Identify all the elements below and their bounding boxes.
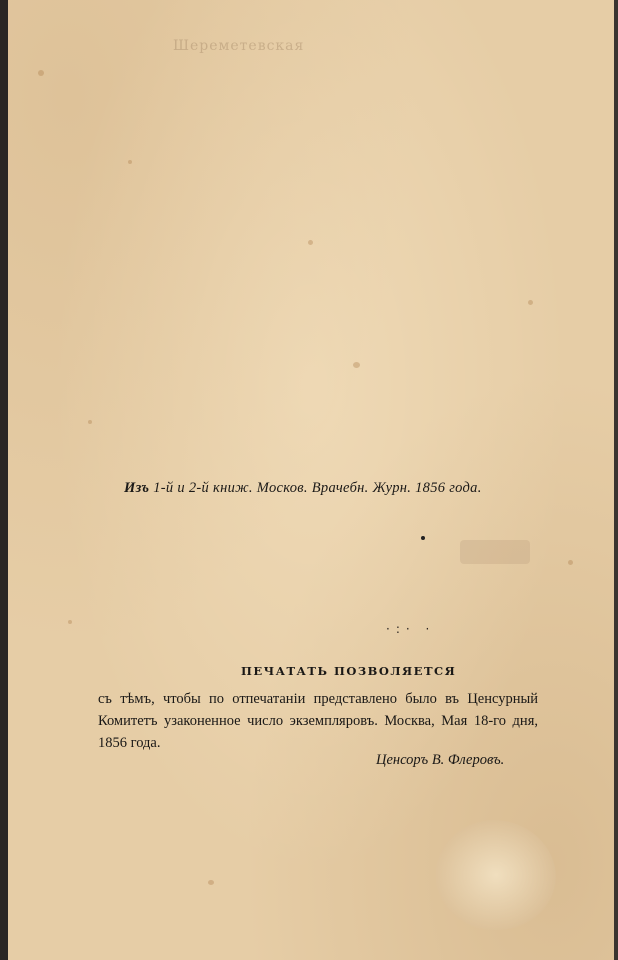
source-citation [124,480,564,497]
source-citation-lead: Изъ [124,480,150,496]
foxing-spot [38,70,44,76]
foxing-spot [88,420,92,424]
water-stain [436,820,556,930]
censor-heading: ПЕЧАТАТЬ ПОЗВОЛЯЕТСЯ [241,664,457,678]
source-citation-text: 1-й и 2-й книж. Москов. Врачебн. Журн. 1856 года. [149,480,482,496]
censor-signature: Ценсоръ В. Флеровъ. [376,752,505,768]
censor-permission-text: съ тѣмъ, чтобы по отпечатанiи представлено было въ Ценсурный Комитетъ узаконенное число экземпляровъ. Москва, Мая 18-го дня, 1856 года. [98,691,538,751]
foxing-spot [353,362,360,368]
foxing-spot [528,300,533,305]
foxing-spot [208,880,214,885]
ink-specks: ·:· · [386,622,436,636]
page-edge-shadow [614,0,618,960]
bleedthrough-blot [460,540,530,564]
faint-bleedthrough-header: Шереметевская [173,38,305,54]
ink-dot [421,536,425,540]
foxing-spot [308,240,313,245]
document-page [8,0,614,960]
binding-edge [0,0,8,960]
foxing-spot [568,560,573,565]
foxing-spot [128,160,132,164]
foxing-spot [68,620,72,624]
